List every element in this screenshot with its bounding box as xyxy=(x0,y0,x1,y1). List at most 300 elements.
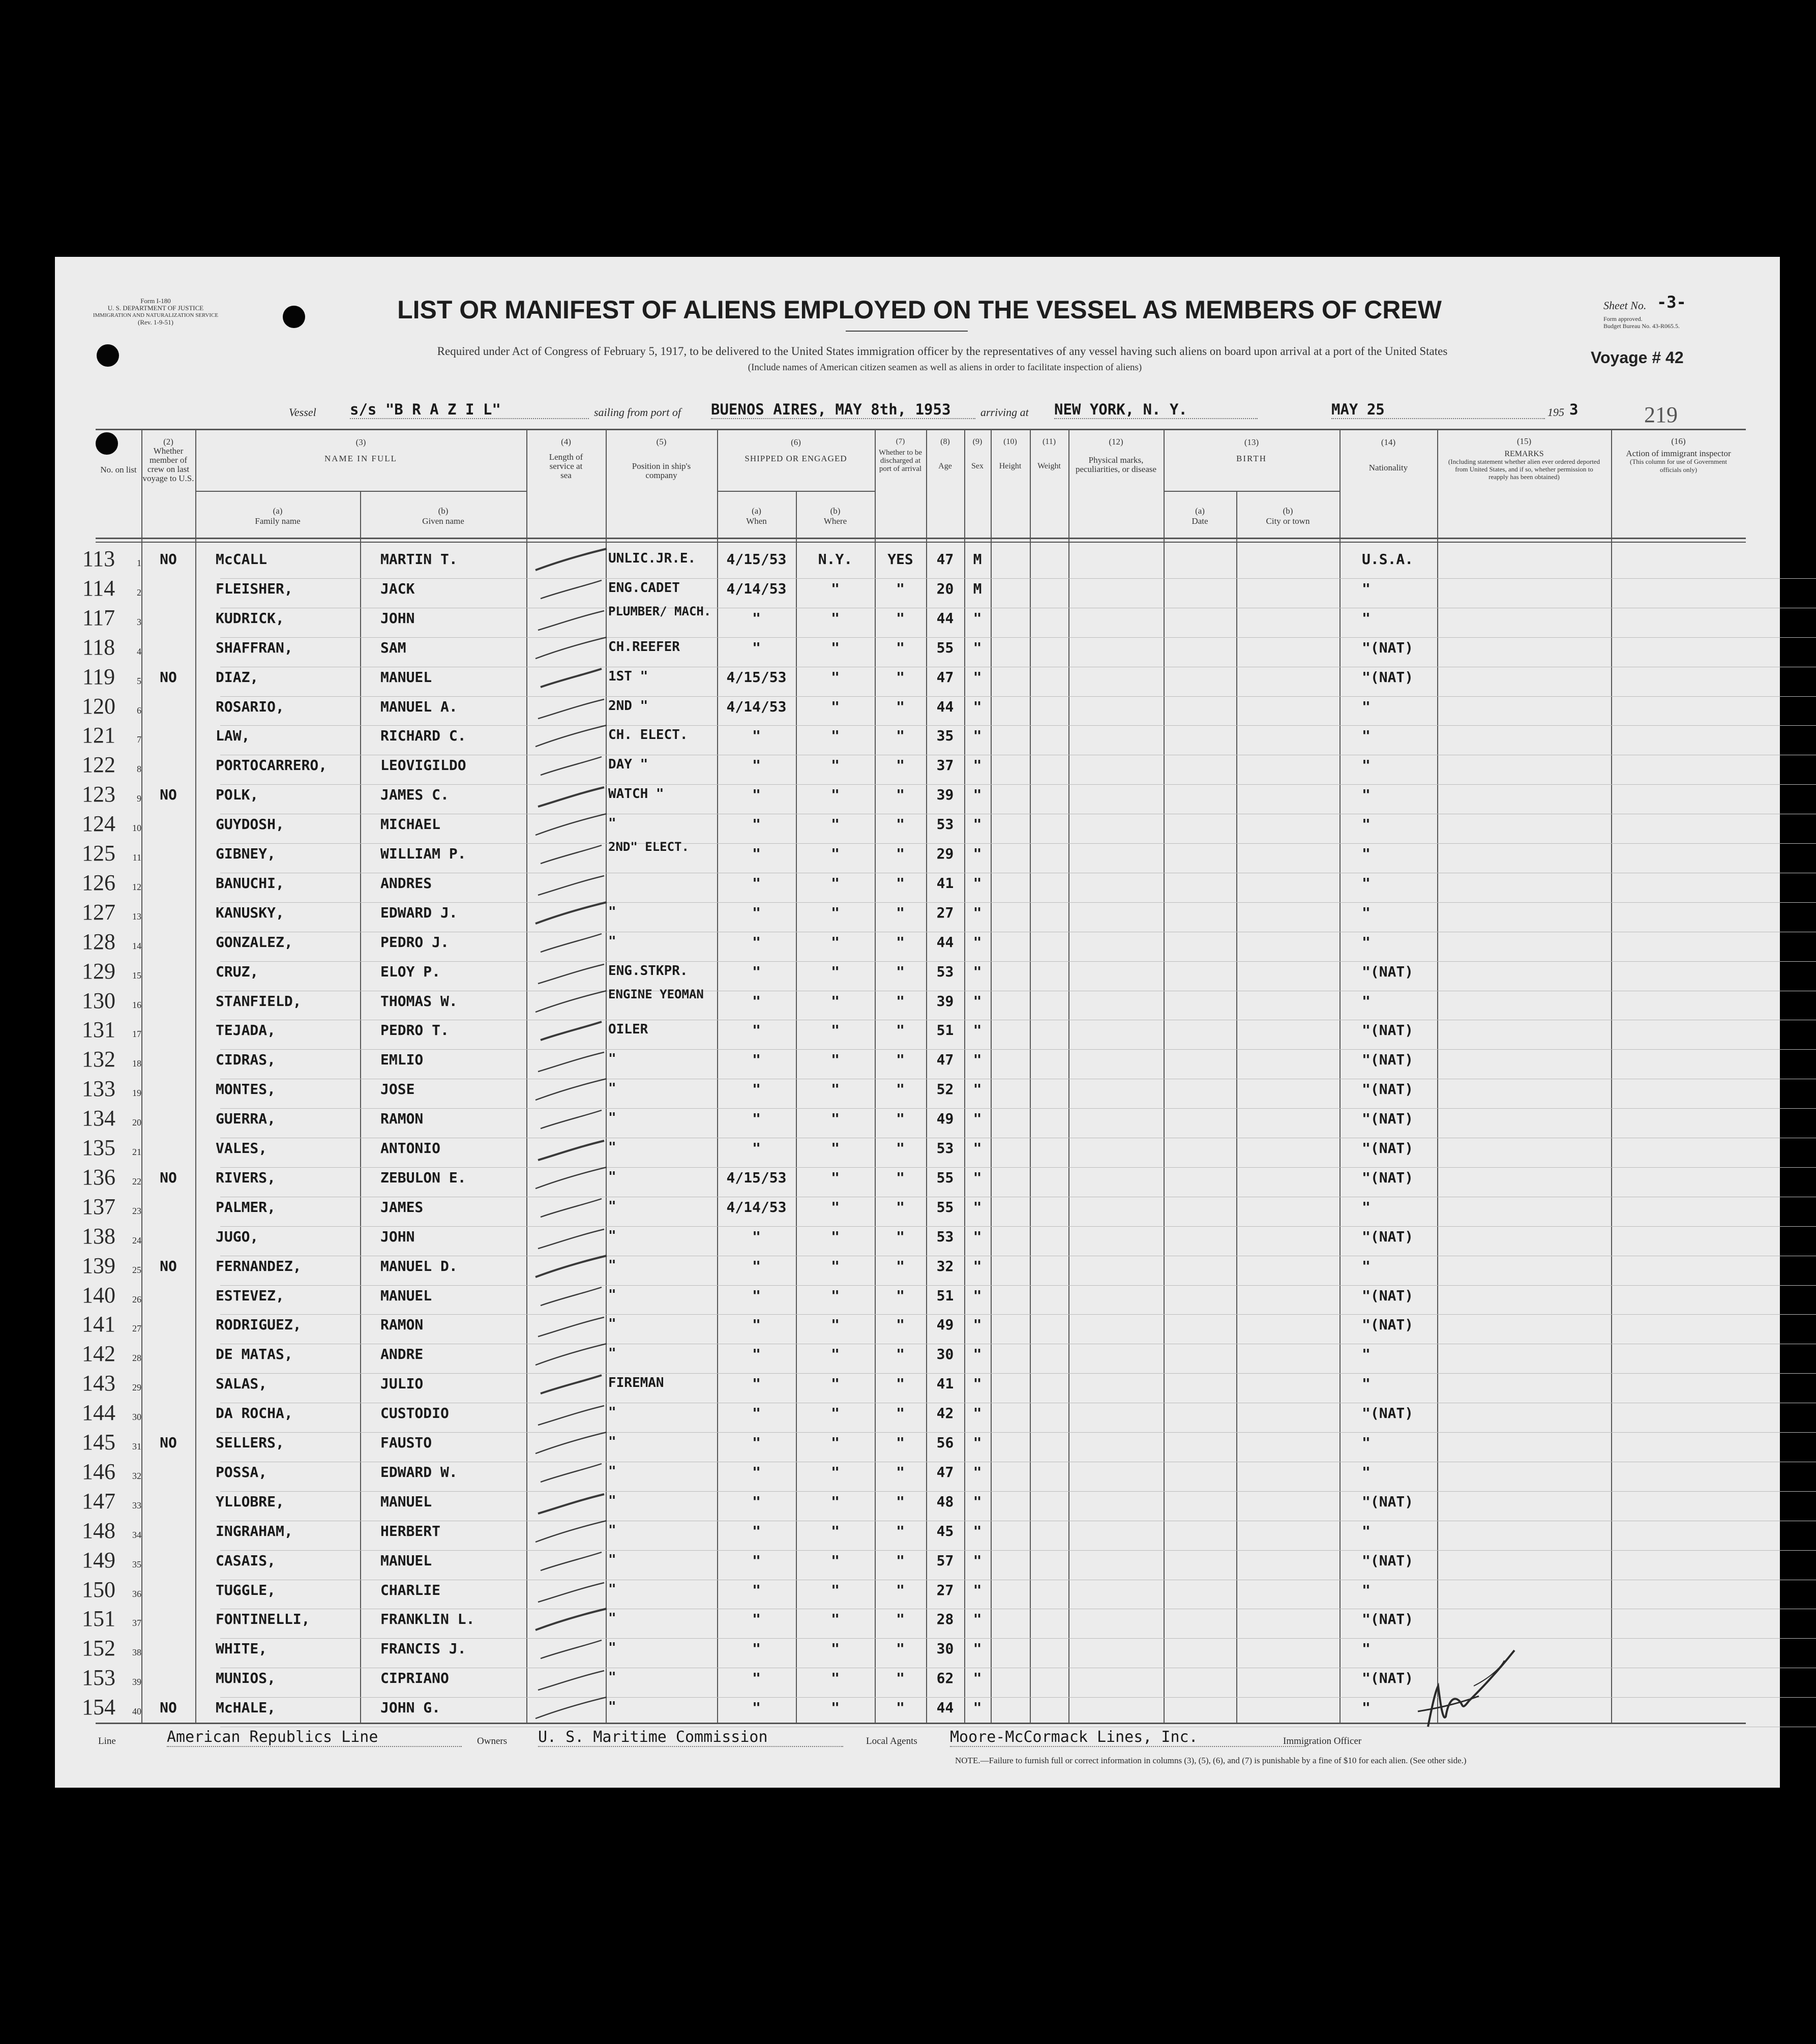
shipped-when: " xyxy=(752,1552,761,1569)
header-col-3a-label: Family name xyxy=(255,516,301,526)
family-name: MONTES, xyxy=(216,1081,276,1098)
discharged: YES xyxy=(887,551,913,568)
service-check-mark xyxy=(530,1340,612,1370)
shipped-when: " xyxy=(752,1463,761,1480)
previous-voyage: NO xyxy=(160,786,177,804)
discharged: " xyxy=(896,757,905,774)
line-number: 26 xyxy=(132,1294,141,1305)
family-name: FLEISHER, xyxy=(216,580,293,597)
sex: " xyxy=(973,845,982,862)
age: 53 xyxy=(936,816,954,833)
shipped-when: " xyxy=(752,1581,761,1598)
sex: " xyxy=(973,1198,982,1216)
age: 49 xyxy=(936,1110,954,1128)
discharged: " xyxy=(896,1522,905,1539)
header-col-15-num: (15) xyxy=(1516,436,1532,446)
sailing-from: BUENOS AIRES, MAY 8th, 1953 xyxy=(711,401,975,419)
age: 52 xyxy=(936,1081,954,1098)
line-number: 28 xyxy=(132,1353,141,1364)
service-check-mark xyxy=(530,604,612,634)
nationality: " xyxy=(1362,1198,1371,1216)
header-col-4-label: Length of service at sea xyxy=(549,452,583,480)
line-number: 6 xyxy=(137,705,141,716)
sex: " xyxy=(973,1287,982,1304)
discharged: " xyxy=(896,1198,905,1216)
row-rule xyxy=(220,1491,1816,1492)
shipped-where: " xyxy=(831,1640,840,1657)
approval-line: Form approved. xyxy=(1603,315,1643,322)
sex: " xyxy=(973,963,982,980)
header-col-13b-num: (b) xyxy=(1283,506,1293,516)
header-col-13 xyxy=(1164,437,1339,464)
sex: " xyxy=(973,1022,982,1039)
line-number: 17 xyxy=(132,1029,141,1040)
department-name: U. S. DEPARTMENT OF JUSTICE xyxy=(107,304,204,312)
year-suffix: 3 xyxy=(1569,401,1579,418)
sex: " xyxy=(973,786,982,804)
shipped-when: " xyxy=(752,816,761,833)
header-col-13-label: BIRTH xyxy=(1236,454,1267,463)
nationality: " xyxy=(1362,580,1371,597)
header-col-16-label: Action of immigrant inspector xyxy=(1626,449,1731,458)
position: ENGINE YEOMAN xyxy=(608,987,704,1001)
given-name: WILLIAM P. xyxy=(380,845,466,862)
shipped-where: " xyxy=(831,757,840,774)
row-rule xyxy=(220,1638,1816,1639)
handwritten-number: 148 xyxy=(82,1518,115,1543)
header-col-3b xyxy=(360,506,526,526)
sex: " xyxy=(973,904,982,921)
col-divider xyxy=(526,429,527,1723)
position: 2ND" ELECT. xyxy=(608,840,689,854)
header-col-3 xyxy=(195,437,526,464)
nationality: "(NAT) xyxy=(1362,1611,1414,1628)
nationality: " xyxy=(1362,874,1371,892)
nationality: "(NAT) xyxy=(1362,1169,1414,1186)
subhead-rule xyxy=(717,491,875,492)
age: 27 xyxy=(936,1581,954,1598)
line-number: 39 xyxy=(132,1677,141,1687)
table-top-rule xyxy=(96,429,1746,430)
header-col-2 xyxy=(141,437,195,483)
age: 49 xyxy=(936,1316,954,1334)
previous-voyage: NO xyxy=(160,668,177,686)
line-number: 16 xyxy=(132,999,141,1010)
discharged: " xyxy=(896,874,905,892)
discharged: " xyxy=(896,668,905,686)
given-name: MANUEL xyxy=(380,1493,432,1510)
handwritten-number: 117 xyxy=(82,605,115,630)
previous-voyage: NO xyxy=(160,551,177,568)
previous-voyage: NO xyxy=(160,1699,177,1716)
col-divider xyxy=(1030,429,1031,1723)
nationality: "(NAT) xyxy=(1362,1110,1414,1128)
shipped-where: " xyxy=(831,1463,840,1480)
nationality: " xyxy=(1362,845,1371,862)
nationality: " xyxy=(1362,1434,1371,1451)
age: 53 xyxy=(936,1228,954,1245)
family-name: CIDRAS, xyxy=(216,1051,276,1069)
service-check-mark xyxy=(530,839,612,870)
discharged: " xyxy=(896,1051,905,1069)
discharged: " xyxy=(896,639,905,656)
family-name: INGRAHAM, xyxy=(216,1522,293,1539)
row-rule xyxy=(220,1226,1816,1227)
row-rule xyxy=(220,578,1816,579)
service-check-mark xyxy=(530,574,612,605)
shipped-when: " xyxy=(752,1346,761,1363)
header-col-3b-label: Given name xyxy=(422,516,464,526)
service-check-mark xyxy=(530,869,612,899)
header-col-15-sub: (Including statement whether alien ever ordered deported from United States, and if so, whether permission to reapply has been obtained) xyxy=(1448,458,1600,481)
nationality: " xyxy=(1362,1346,1371,1363)
row-rule xyxy=(220,1167,1816,1168)
given-name: SAM xyxy=(380,639,406,656)
position: " xyxy=(608,1522,616,1538)
handwritten-number: 133 xyxy=(82,1076,115,1102)
row-rule xyxy=(220,696,1816,697)
header-col-9 xyxy=(964,437,991,471)
discharged: " xyxy=(896,1169,905,1186)
revision-date: (Rev. 1-9-51) xyxy=(138,318,173,326)
manifest-sheet xyxy=(55,257,1780,1788)
discharged: " xyxy=(896,786,905,804)
header-col-15 xyxy=(1437,437,1611,481)
shipped-when: " xyxy=(752,1051,761,1069)
nationality: " xyxy=(1362,786,1371,804)
row-rule xyxy=(220,784,1816,785)
sex: " xyxy=(973,1051,982,1069)
given-name: MARTIN T. xyxy=(380,551,458,568)
line-number: 32 xyxy=(132,1470,141,1481)
line-number: 4 xyxy=(137,646,141,657)
age: 41 xyxy=(936,874,954,892)
given-name: ZEBULON E. xyxy=(380,1169,466,1186)
family-name: POSSA, xyxy=(216,1463,267,1480)
service-check-mark xyxy=(530,1546,612,1577)
shipped-where: " xyxy=(831,1611,840,1628)
service-check-mark xyxy=(530,663,612,693)
discharged: " xyxy=(896,698,905,715)
nationality: "(NAT) xyxy=(1362,1670,1414,1687)
shipped-when: " xyxy=(752,904,761,921)
service-check-mark xyxy=(530,898,612,929)
line-number: 33 xyxy=(132,1500,141,1510)
row-rule xyxy=(220,902,1816,903)
sex: " xyxy=(973,1346,982,1363)
service-check-mark xyxy=(530,1281,612,1312)
handwritten-number: 140 xyxy=(82,1282,115,1308)
given-name: LEOVIGILDO xyxy=(380,757,466,774)
handwritten-number: 146 xyxy=(82,1459,115,1484)
position: " xyxy=(608,1198,616,1214)
arriving-at: NEW YORK, N. Y. xyxy=(1054,401,1258,419)
discharged: " xyxy=(896,1375,905,1393)
line-number: 36 xyxy=(132,1588,141,1599)
discharged: " xyxy=(896,1640,905,1657)
line-number: 24 xyxy=(132,1235,141,1246)
header-col-13b-label: City or town xyxy=(1266,516,1310,526)
service-check-mark xyxy=(530,1045,612,1076)
header-col-10-label: Height xyxy=(999,462,1022,470)
sex: " xyxy=(973,1552,982,1569)
age: 29 xyxy=(936,845,954,862)
nationality: "(NAT) xyxy=(1362,1140,1414,1157)
service-check-mark xyxy=(530,1517,612,1547)
service-check-mark xyxy=(530,1163,612,1194)
header-col-6 xyxy=(717,437,875,464)
given-name: THOMAS W. xyxy=(380,992,458,1010)
family-name: CASAIS, xyxy=(216,1552,276,1569)
shipped-when: " xyxy=(752,1611,761,1628)
handwritten-number: 129 xyxy=(82,958,115,984)
given-name: RICHARD C. xyxy=(380,727,466,745)
age: 44 xyxy=(936,698,954,715)
given-name: JAMES xyxy=(380,1198,424,1216)
sex: " xyxy=(973,1581,982,1598)
age: 32 xyxy=(936,1257,954,1275)
service-name: IMMIGRATION AND NATURALIZATION SERVICE xyxy=(93,312,219,318)
officer-label: Immigration Officer xyxy=(1283,1736,1362,1746)
given-name: MANUEL xyxy=(380,668,432,686)
age: 42 xyxy=(936,1405,954,1422)
row-rule xyxy=(220,843,1816,844)
nationality: " xyxy=(1362,698,1371,715)
shipped-where: " xyxy=(831,609,840,627)
header-col-6a-num: (a) xyxy=(752,506,761,516)
arrival-date: MAY 25 xyxy=(1331,401,1545,419)
service-check-mark xyxy=(530,780,612,811)
service-check-mark xyxy=(530,633,612,664)
shipped-where: " xyxy=(831,1169,840,1186)
position: ENG.CADET xyxy=(608,580,680,596)
sex: " xyxy=(973,1434,982,1451)
age: 37 xyxy=(936,757,954,774)
given-name: PEDRO J. xyxy=(380,933,449,951)
position: " xyxy=(608,904,616,920)
header-col-7-label: Whether to be discharged at port of arrival xyxy=(879,449,922,473)
nationality: " xyxy=(1362,816,1371,833)
age: 28 xyxy=(936,1611,954,1628)
handwritten-number: 123 xyxy=(82,782,115,807)
header-col-9-label: Sex xyxy=(971,462,984,470)
handwritten-number: 130 xyxy=(82,988,115,1013)
family-name: VALES, xyxy=(216,1140,267,1157)
given-name: CIPRIANO xyxy=(380,1670,449,1687)
given-name: EMLIO xyxy=(380,1051,424,1069)
family-name: TEJADA, xyxy=(216,1022,276,1039)
nationality: "(NAT) xyxy=(1362,1081,1414,1098)
position: OILER xyxy=(608,1022,648,1038)
header-col-12-label: Physical marks, peculiarities, or disease xyxy=(1075,455,1157,474)
family-name: SHAFFRAN, xyxy=(216,639,293,656)
page-title: LIST OR MANIFEST OF ALIENS EMPLOYED ON THE VESSEL AS MEMBERS OF CREW xyxy=(397,295,1442,324)
family-name: BANUCHI, xyxy=(216,874,284,892)
handwritten-number: 139 xyxy=(82,1253,115,1278)
sex: " xyxy=(973,1228,982,1245)
shipped-where: " xyxy=(831,1022,840,1039)
shipped-where: " xyxy=(831,874,840,892)
service-check-mark xyxy=(530,1104,612,1135)
age: 55 xyxy=(936,1198,954,1216)
shipped-where: " xyxy=(831,1081,840,1098)
discharged: " xyxy=(896,1463,905,1480)
discharged: " xyxy=(896,1581,905,1598)
age: 47 xyxy=(936,551,954,568)
voyage-number: Voyage # 42 xyxy=(1591,348,1684,367)
shipped-when: " xyxy=(752,1670,761,1687)
service-check-mark xyxy=(530,1458,612,1488)
vessel-name: s/s "B R A Z I L" xyxy=(350,401,589,419)
header-col-16-sub: (This column for use of Government officials only) xyxy=(1630,458,1727,473)
position: " xyxy=(608,1257,616,1273)
age: 47 xyxy=(936,668,954,686)
service-check-mark xyxy=(530,1664,612,1694)
line-number: 2 xyxy=(137,587,141,598)
shipped-where: " xyxy=(831,1405,840,1422)
family-name: POLK, xyxy=(216,786,259,804)
sailing-label: sailing from port of xyxy=(594,406,681,419)
header-col-6b xyxy=(796,506,875,526)
header-col-13a-num: (a) xyxy=(1195,506,1205,516)
header-col-5-label: Position in ship's company xyxy=(632,461,691,480)
given-name: RAMON xyxy=(380,1316,424,1334)
age: 53 xyxy=(936,1140,954,1157)
service-check-mark xyxy=(530,1428,612,1459)
header-col-6a-label: When xyxy=(746,516,767,526)
shipped-when: " xyxy=(752,727,761,745)
nationality: "(NAT) xyxy=(1362,963,1414,980)
discharged: " xyxy=(896,580,905,597)
service-check-mark xyxy=(530,1399,612,1429)
shipped-where: " xyxy=(831,668,840,686)
sex: " xyxy=(973,1257,982,1275)
family-name: GONZALEZ, xyxy=(216,933,293,951)
line-number: 25 xyxy=(132,1264,141,1275)
sex: " xyxy=(973,698,982,715)
shipped-when: " xyxy=(752,1140,761,1157)
header-col-3-num: (3) xyxy=(355,437,366,447)
family-name: FERNANDEZ, xyxy=(216,1257,302,1275)
service-check-mark xyxy=(530,810,612,840)
handwritten-number: 142 xyxy=(82,1341,115,1367)
shipped-where: " xyxy=(831,1110,840,1128)
shipped-when: 4/14/53 xyxy=(726,698,787,715)
nationality: "(NAT) xyxy=(1362,668,1414,686)
line-number: 27 xyxy=(132,1323,141,1334)
family-name: TUGGLE, xyxy=(216,1581,276,1598)
handwritten-number: 127 xyxy=(82,899,115,925)
handwritten-number: 152 xyxy=(82,1636,115,1661)
sheet-label: Sheet No. xyxy=(1603,299,1647,312)
header-col-14-num: (14) xyxy=(1381,437,1396,447)
shipped-when: " xyxy=(752,874,761,892)
nationality: "(NAT) xyxy=(1362,1022,1414,1039)
age: 30 xyxy=(936,1346,954,1363)
position: " xyxy=(608,816,616,832)
vessel-label: Vessel xyxy=(289,406,316,419)
age: 55 xyxy=(936,639,954,656)
handwritten-number: 136 xyxy=(82,1164,115,1190)
family-name: WHITE, xyxy=(216,1640,267,1657)
row-rule xyxy=(220,1108,1816,1109)
given-name: FAUSTO xyxy=(380,1434,432,1451)
position: " xyxy=(608,1051,616,1067)
nationality: " xyxy=(1362,904,1371,921)
sex: " xyxy=(973,1375,982,1393)
shipped-where: " xyxy=(831,1316,840,1334)
shipped-when: " xyxy=(752,1375,761,1393)
given-name: HERBERT xyxy=(380,1522,441,1539)
shipped-when: " xyxy=(752,1640,761,1657)
header-col-6-label: SHIPPED OR ENGAGED xyxy=(745,454,847,463)
position: CH. ELECT. xyxy=(608,727,688,743)
shipped-when: " xyxy=(752,786,761,804)
shipped-when: " xyxy=(752,1081,761,1098)
family-name: LAW, xyxy=(216,727,250,745)
discharged: " xyxy=(896,816,905,833)
position: " xyxy=(608,1581,616,1597)
age: 44 xyxy=(936,609,954,627)
position: " xyxy=(608,1287,616,1302)
family-name: YLLOBRE, xyxy=(216,1493,284,1510)
discharged: " xyxy=(896,1228,905,1245)
shipped-when: " xyxy=(752,1405,761,1422)
sex: " xyxy=(973,1081,982,1098)
handwritten-number: 118 xyxy=(82,634,115,660)
service-check-mark xyxy=(530,1369,612,1400)
service-check-mark xyxy=(530,957,612,988)
given-name: RAMON xyxy=(380,1110,424,1128)
sex: " xyxy=(973,727,982,745)
shipped-where: " xyxy=(831,580,840,597)
family-name: RIVERS, xyxy=(216,1169,276,1186)
header-col-1 xyxy=(96,465,141,475)
position: " xyxy=(608,1434,616,1449)
service-check-mark xyxy=(530,1693,612,1724)
service-check-mark xyxy=(530,1016,612,1046)
header-col-7-num: (7) xyxy=(896,437,905,446)
line-number: 8 xyxy=(137,764,141,775)
position: " xyxy=(608,1552,616,1567)
service-check-mark xyxy=(530,1576,612,1606)
handwritten-number: 124 xyxy=(82,811,115,837)
position: " xyxy=(608,1699,616,1715)
subhead-rule xyxy=(1164,491,1339,492)
punch-hole xyxy=(96,432,118,455)
service-check-mark xyxy=(530,1605,612,1635)
row-rule xyxy=(220,1049,1816,1050)
footer-note: NOTE.—Failure to furnish full or correct information in columns (3), (5), (6), and (7) is punishable by a fine of $10 for each alien. (See other side.) xyxy=(955,1756,1467,1765)
handwritten-number: 128 xyxy=(82,929,115,954)
col-divider xyxy=(991,429,992,1723)
shipped-where: " xyxy=(831,1581,840,1598)
position: " xyxy=(608,1316,616,1332)
owners-label: Owners xyxy=(477,1736,508,1746)
handwritten-number: 145 xyxy=(82,1430,115,1455)
line-number: 19 xyxy=(132,1088,141,1099)
sex: " xyxy=(973,874,982,892)
family-name: SELLERS, xyxy=(216,1434,284,1451)
service-check-mark xyxy=(530,1193,612,1223)
given-name: JAMES C. xyxy=(380,786,449,804)
table-header-rule xyxy=(96,538,1746,539)
service-check-mark xyxy=(530,545,612,575)
handwritten-number: 134 xyxy=(82,1106,115,1131)
nationality: " xyxy=(1362,727,1371,745)
age: 51 xyxy=(936,1287,954,1304)
subtitle: Required under Act of Congress of February 5, 1917, to be delivered to the United States immigration officer by the representatives of any vessel having such aliens on board upon arrival at a port of the United States xyxy=(437,345,1448,358)
